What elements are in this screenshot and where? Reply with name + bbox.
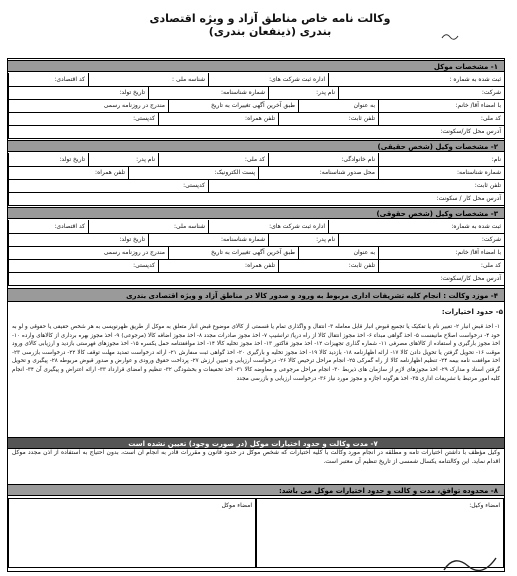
economic-code-field[interactable]: کد اقتصادی: — [8, 73, 88, 86]
form-title: وکالت نامه خاص مناطق آزاد و ویژه اقتصادی بندری (ذینفعان بندری) — [149, 12, 391, 38]
closing-paragraph: وکیل مؤظف با داشتن اختیارات تامه و مطلقه در انجام مورد وکالت با کلیه اختیارات که شخص موکل در حدود قانون و مقررات قادر به انجام آن است، بدون احتیاج به استفاده از اذن مجدد موکل اقدام نماید. این وکالتنامه یکسال شمسی از تاریخ تنظیم آن معتبر است. — [12, 449, 500, 465]
company-field[interactable]: شرکت: — [338, 86, 504, 99]
legal-registry-office-field[interactable]: اداره ثبت شرکت های: — [208, 220, 328, 233]
section3-row2 — [8, 233, 504, 247]
section1-row4 — [8, 112, 504, 126]
principal-signature-box[interactable] — [8, 498, 256, 568]
legal-registration-number-field[interactable]: ثبت شده به شماره: — [328, 220, 504, 233]
section2-row1 — [8, 153, 504, 167]
legal-company-field[interactable]: شرکت: — [338, 233, 504, 246]
signature-heading: ۸- محدوده توافق، مدت و کالت و حدود اختیارات موکل می باشد: — [8, 484, 504, 496]
section1-row2 — [8, 86, 504, 100]
signatory-field[interactable]: با امضاء آقا/ خانم: — [378, 99, 504, 112]
agent-signature-label: امضاء وکیل: — [469, 502, 500, 509]
id-number-field[interactable]: شماره شناسنامه: — [148, 86, 268, 99]
national-id-field[interactable]: شناسه ملی : — [88, 73, 208, 86]
postal-code-field[interactable]: کدپستی: — [8, 112, 158, 125]
legal-father-name-field[interactable]: نام پدر: — [268, 233, 338, 246]
section2-heading: ۲- مشخصات وکیل (شخص حقیقی) — [8, 140, 504, 152]
duties-bar: ۷- مدت وکالت و حدود اختیارات موکل (در صورت وجود) تعیین نشده است — [8, 437, 504, 449]
section1-row5 — [8, 125, 504, 139]
agent-id-number-field[interactable]: شماره شناسنامه: — [378, 166, 504, 179]
duties-list: ۱- اخذ قبض انبار ۲- تغییر نام یا تفکیک یا تجمیع قبوض انبار قابل معامله ۳- انتقال و واگذاری تمام یا قسمتی از کالای موضوع قبض انبار متعلق به موکل از طریق ظهرنویسی به هر شخص حقیقی یا حقوقی و لو به خود ۴- درخواست اصلاح مانیفست ۵- اخذ گواهی مبداء ۶- اخذ مجوز انتقال کالا از راه دریا/ ترانشیپ ۷- اخذ مجوز صادرات مجدد ۸- اخذ مجوز اضافه کالا (مرجوعی) ۹- اخذ مجوز بهره برداری از کالاهای وارده ۱۰- اخذ مجوز بارگیری و استفاده از کالاهای مصرفی ۱۱- شماره گذاری تجهیزات ۱۲- اخذ مجوز فاکتور ۱۳- اخذ مجوز تخلیه کالا ۱۴- اخذ موافقتنامه حمل یکسره ۱۵- اخذ مجوزهای فهرستی بازدید و ارزیابی کالای ورود موقت ۱۶- تحویل گرفتن یا تحویل دادن کالا ۱۷- ارائه اظهارنامه ۱۸- بازدید کالا ۱۹- اخذ مجوز تخلیه و بارگیری ۲۰- اخذ گواهی ثبت سفارش ۲۱- ارائه درخواست تمدید مهلت توقف کالا ۲۲- درخواست بازرسی ۲۳- اخذ موافقت نامه بیمه ۲۴- تنظیم اظهارنامه کالا از راه گمرکی ۲۵- انجام مراحل ترخیص کالا ۲۶- درخواست ارزیابی و تعیین ارزش ۲۷- پرداخت حقوق ورودی و عوارض و صدور قبوض مربوطه ۲۸- پیگیری و تحویل گرفتن اسناد و مدارک ۲۹- اخذ مجوزهای لازم از سازمان های ذیربط ۳۰- انجام مراحل مرجوعی و معاوضه کالا ۳۱- اخذ تخفیفات و بخشودگی ۳۲- تنظیم و امضای قرارداد ۳۳- ارائه اعتراض و پیگیری آن ۳۴- انجام کلیه امور مرتبط با تشریفات اداری ۳۵- اخذ هرگونه اجازه و مجوز مورد نیاز ۳۶- درخواست ارزیابی و بازرسی مجدد — [12, 324, 500, 382]
gazette-field[interactable]: مندرج در روزنامه رسمی — [8, 99, 168, 112]
agent-id-place-field[interactable]: محل صدور شناسنامه: — [258, 166, 378, 179]
latest-notice-field[interactable]: طبق آخرین آگهی تغییرات به تاریخ — [168, 99, 298, 112]
legal-landline-field[interactable]: تلفن ثابت: — [278, 259, 378, 272]
legal-mobile-field[interactable]: تلفن همراه: — [158, 259, 278, 272]
agent-birth-date-field[interactable]: تاریخ تولد: — [8, 153, 88, 166]
legal-postal-code-field[interactable]: کدپستی: — [8, 259, 158, 272]
agent-landline-field[interactable]: تلفن ثابت: — [208, 179, 504, 192]
legal-address-field[interactable]: آدرس محل کار/سکونت: — [8, 272, 504, 285]
legal-gazette-field[interactable]: مندرج در روزنامه رسمی — [8, 246, 168, 259]
national-code-field[interactable]: کد ملی: — [378, 112, 504, 125]
legal-latest-notice-field[interactable]: طبق آخرین آگهی تغییرات به تاریخ — [168, 246, 298, 259]
agent-address-field[interactable]: آدرس محل کار / سکونت: — [8, 192, 504, 205]
agent-postal-code-field[interactable]: کدپستی: — [8, 179, 208, 192]
agent-mobile-field[interactable]: تلفن همراه: — [8, 166, 128, 179]
section3-heading: ۳- مشخصات وکیل (شخص حقوقی) — [8, 207, 504, 219]
as-title-field[interactable]: به عنوان — [298, 99, 378, 112]
section2-row4 — [8, 192, 504, 206]
mobile-field[interactable]: تلفن همراه: — [158, 112, 278, 125]
legal-signatory-field[interactable]: با امضاء آقا/ خانم: — [378, 246, 504, 259]
legal-economic-code-field[interactable]: کد اقتصادی: — [8, 220, 88, 233]
agent-email-field[interactable]: پست الکترونیک: — [128, 166, 258, 179]
section3-row3 — [8, 246, 504, 260]
legal-national-id-field[interactable]: شناسه ملی: — [88, 220, 208, 233]
birth-date-field[interactable]: تاریخ تولد: — [8, 86, 148, 99]
section2-row2 — [8, 166, 504, 180]
legal-national-code-field[interactable]: کد ملی: — [378, 259, 504, 272]
agent-father-name-field[interactable]: نام پدر: — [88, 153, 158, 166]
section1-row3 — [8, 99, 504, 113]
section3-row4 — [8, 259, 504, 273]
handwritten-mark-bottom — [440, 552, 500, 574]
agent-first-name-field[interactable]: نام: — [378, 153, 504, 166]
legal-id-number-field[interactable]: شماره شناسنامه: — [148, 233, 268, 246]
address-field[interactable]: آدرس محل کار/سکونت: — [8, 125, 504, 138]
father-name-field[interactable]: نام پدر: — [268, 86, 338, 99]
legal-birth-date-field[interactable]: تاریخ تولد: — [8, 233, 148, 246]
section3-row5 — [8, 272, 504, 286]
legal-as-title-field[interactable]: به عنوان — [298, 246, 378, 259]
principal-signature-label: امضاء موکل — [221, 502, 252, 509]
landline-field[interactable]: تلفن ثابت: — [278, 112, 378, 125]
section3-row1 — [8, 220, 504, 234]
registry-office-field[interactable]: اداره ثبت شرکت های: — [208, 73, 328, 86]
agent-national-code-field[interactable]: کد ملی: — [158, 153, 268, 166]
registration-number-field[interactable]: ثبت شده به شماره : — [328, 73, 504, 86]
section4-heading: ۴- موزد وکالت : انجام کلیه تشریفات اداری مربوط به ورود و صدور کالا در مناطق آزاد و ویژه اقتصادی بندری — [8, 288, 504, 302]
agent-last-name-field[interactable]: نام خانوادگی: — [268, 153, 378, 166]
section1-row1 — [8, 73, 504, 87]
section2-row3 — [8, 179, 504, 193]
handwritten-mark — [440, 30, 462, 42]
section5-heading: ۵- حدود اختیارات: — [441, 308, 503, 316]
section1-heading: ۱- مشخصات موکل — [8, 60, 504, 72]
